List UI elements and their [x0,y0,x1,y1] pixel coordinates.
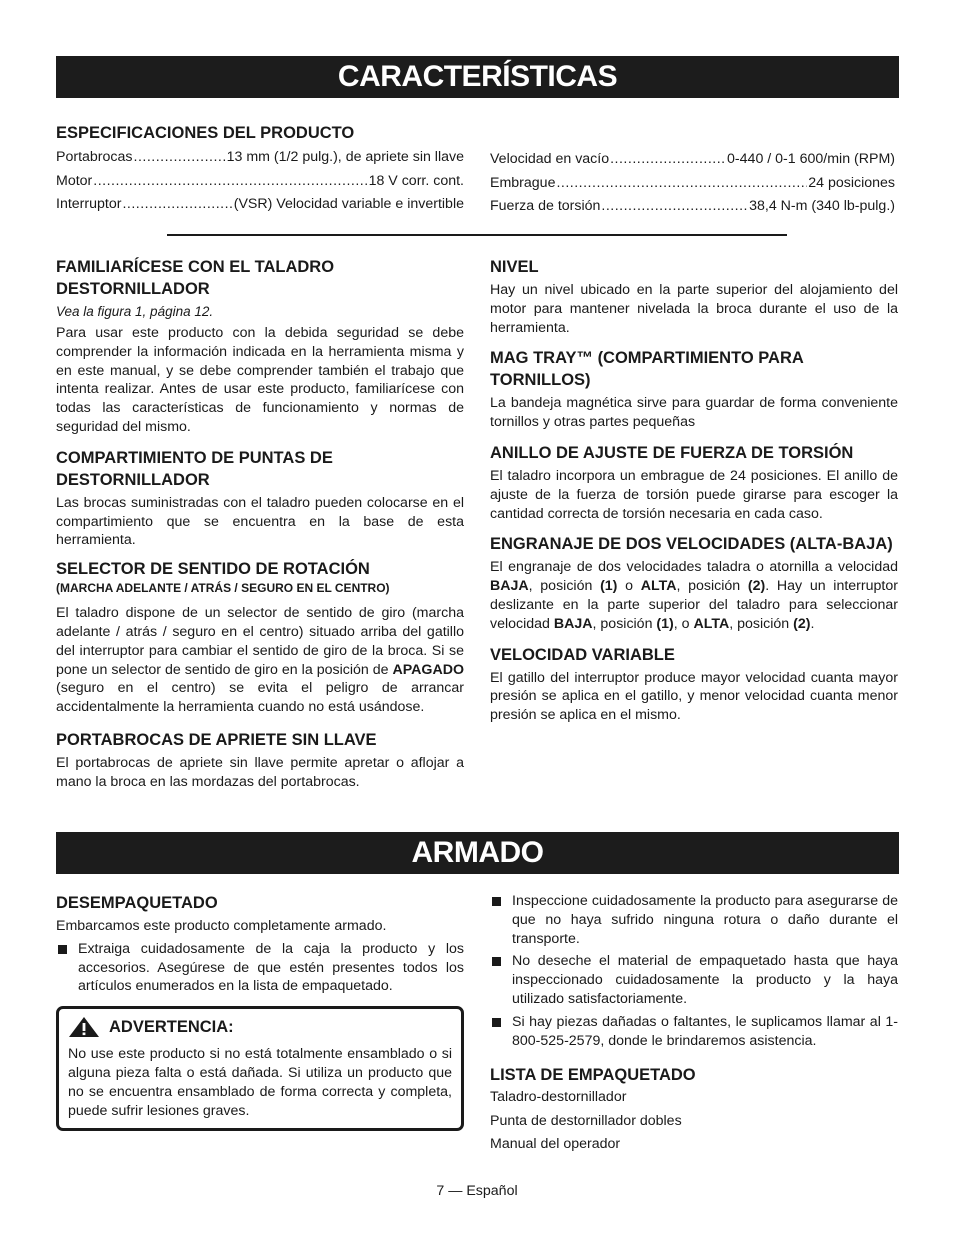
spec-row [490,172,895,196]
text-run: . Hay un interruptor deslizante en la parte superior del taladro para seleccionar velocidad [490,578,898,632]
variable-speed-text: El gatillo del interruptor produce mayor velocidad cuanta mayor presión se aplica en el gatillo, y menor velocidad cuanta menor presión se aplica en el mismo. [490,669,898,724]
spec-value: 0-440 / 0-1 600/min (RPM) [727,151,895,167]
direction-subtitle: (MARCHA ADELANTE / ATRÁS / SEGURO EN EL CENTRO) [56,581,390,596]
assembly-left-column [56,892,464,1131]
specs-left-list [56,146,464,217]
spec-label: Embrague [490,174,556,191]
spec-row [56,146,464,170]
level-text: Hay un nivel ubicado en la parte superior del alojamiento del motor para mantener nivelada la broca durante el uso de la herramienta. [490,282,898,336]
spec-row [56,170,464,194]
text-run: , posición [729,615,794,632]
direction-title: SELECTOR DE SENTIDO DE ROTACIÓN [56,560,370,579]
bit-storage-text: Las brocas suministradas con el taladro pueden colocarse en el compartimiento que se encuentra en la base de esta herramienta. [56,494,464,549]
bullet-square-icon [58,945,67,954]
spec-row [490,195,895,219]
list-item [490,1013,898,1051]
bullet-square-icon [492,957,501,966]
gear-text [490,558,898,633]
spec-row [490,148,895,172]
page-footer: 7 — Español [436,1183,518,1199]
list-item: Punta de destornillador dobles [490,1112,682,1129]
bit-storage-heading: COMPARTIMIENTO DE PUNTAS DE DESTORNILLADOR [56,448,333,489]
list-item-text: Si hay piezas dañadas o faltantes, le suplicamos llamar al 1-800-525-2579, donde le brindaremos asistencia. [512,1013,898,1049]
list-item-text: Extraiga cuidadosamente de la caja la producto y los accesorios. Asegúrese de que estén presentes todos los artículos enumerados en la lista de empaquetado. [78,940,464,995]
text-run-bold: BAJA [490,578,529,595]
keyless-text: El portabrocas de apriete sin llave permite apretar o aflojar a mano la broca en las mordazas del portabrocas. [56,754,464,790]
warning-title: ADVERTENCIA: [109,1018,234,1037]
text-run: , posición [592,615,657,632]
spec-value: 24 posiciones [808,174,895,191]
section-title-caracteristicas: CARACTERÍSTICAS [56,56,899,98]
spec-label: Portabrocas [56,149,133,165]
list-item [490,952,898,1008]
text-run-bold: (2) [793,615,811,632]
unpacking-intro: Embarcamos este producto completamente armado. [56,918,387,934]
direction-heading [56,558,464,596]
torque-text: El taladro incorpora un embrague de 24 posiciones. El anillo de ajuste de la fuerza de torsión puede girarse para escoger la cantidad correcta de torsión necesaria en cada caso. [490,467,898,522]
list-item [56,940,464,996]
text-run-bold: (1) [656,615,674,632]
bullet-square-icon [492,1018,501,1027]
magtray-heading: MAG TRAY™ (COMPARTIMIENTO PARA TORNILLOS) [490,349,804,390]
list-item: Manual del operador [490,1135,621,1152]
text-run: , posición [676,578,748,595]
familiarize-heading: FAMILIARÍCESE CON EL TALADRO DESTORNILLADOR [56,258,335,298]
spec-row [56,193,464,217]
gear-heading: ENGRANAJE DE DOS VELOCIDADES (ALTA-BAJA) [490,535,893,554]
text-run: o [617,578,641,595]
spec-label: Fuerza de torsión [490,198,601,214]
list-item [490,892,898,948]
spec-label: Velocidad en vacío [490,151,610,167]
spec-label: Interruptor [56,196,122,212]
assembly-right-column [490,892,898,1156]
specs-right-list [490,148,895,219]
text-run: . [810,615,815,632]
text-run-bold: APAGADO [392,661,464,678]
text-run: (seguro en el centro) se evita el peligro de arrancar accidentalmente la herramienta cuando no está usándose. [56,680,464,716]
list-item: Taladro-destornillador [490,1089,627,1106]
text-run: , posición [528,578,601,595]
unpacking-heading: DESEMPAQUETADO [56,894,218,912]
text-run: El taladro dispone de un selector de sentido de giro (marcha adelante / atrás / seguro en el centro) situado arriba del gatillo del interruptor para cambiar el sentido de giro de la broca. Si se pone un selector de sentido de giro en la posición de [56,605,464,678]
warning-box [56,1006,464,1131]
text-run-bold: ALTA [640,578,677,595]
torque-heading: ANILLO DE AJUSTE DE FUERZA DE TORSIÓN [490,443,854,462]
level-heading: NIVEL [490,258,539,276]
spec-label: Motor [56,172,93,189]
spec-value: 18 V corr. cont. [368,172,464,189]
spec-value: (VSR) Velocidad variable e invertible [233,196,464,212]
list-item-text: No deseche el material de empaquetado hasta que haya inspeccionado cuidadosamente la producto y la haya utilizado satisfactoriamente. [512,953,898,1007]
specs-section [56,122,464,217]
text-run-bold: (2) [747,578,766,595]
warning-text: No use este producto si no está totalmente ensamblado o si alguna pieza falta o está dañada. Si utiliza un producto que no se encuentra ensamblado de forma correcta y completa, puede sufrir lesiones graves. [68,1046,452,1119]
section-divider [167,234,787,236]
warning-header [68,1015,452,1039]
bullet-square-icon [492,897,501,906]
spec-value: 38,4 N-m (340 lb-pulg.) [749,198,895,214]
list-item-text: Inspeccione cuidadosamente la producto para asegurarse de que no haya sufrido ninguna rotura o daño durante el transporte. [512,893,898,947]
section-title-armado: ARMADO [56,832,899,874]
unpacking-bullets-right [490,892,898,1050]
text-run-bold: BAJA [553,615,593,632]
variable-speed-heading: VELOCIDAD VARIABLE [490,645,675,664]
spec-value: 13 mm (1/2 pulg.), de apriete sin llave [226,149,464,165]
features-left-column [56,256,464,792]
features-right-column [490,256,898,725]
direction-text [56,604,464,717]
packing-list [490,1086,898,1156]
text-run-bold: (1) [600,578,618,595]
packing-list-heading: LISTA DE EMPAQUETADO [490,1066,696,1085]
text-run: El engranaje de dos velocidades taladra o atornilla a velocidad [490,559,898,576]
familiarize-text: Para usar este producto con la debida seguridad se debe comprender la información indicada en la herramienta misma y en este manual, y se debe comprender también el trabajo que intenta realizar. Antes de usar este producto, familiarícese con todas las características de funcionamiento y normas de seguridad del mismo. [56,325,464,435]
figure-reference: Vea la figura 1, página 12. [56,304,214,319]
unpacking-bullets-left [56,940,464,996]
text-run-bold: ALTA [693,615,730,632]
warning-triangle-icon [68,1016,100,1038]
text-run: , o [673,615,694,632]
specs-heading: ESPECIFICACIONES DEL PRODUCTO [56,124,355,142]
keyless-heading: PORTABROCAS DE APRIETE SIN LLAVE [56,730,377,749]
magtray-text: La bandeja magnética sirve para guardar de forma conveniente tornillos y otras partes pequeñas [490,395,898,431]
